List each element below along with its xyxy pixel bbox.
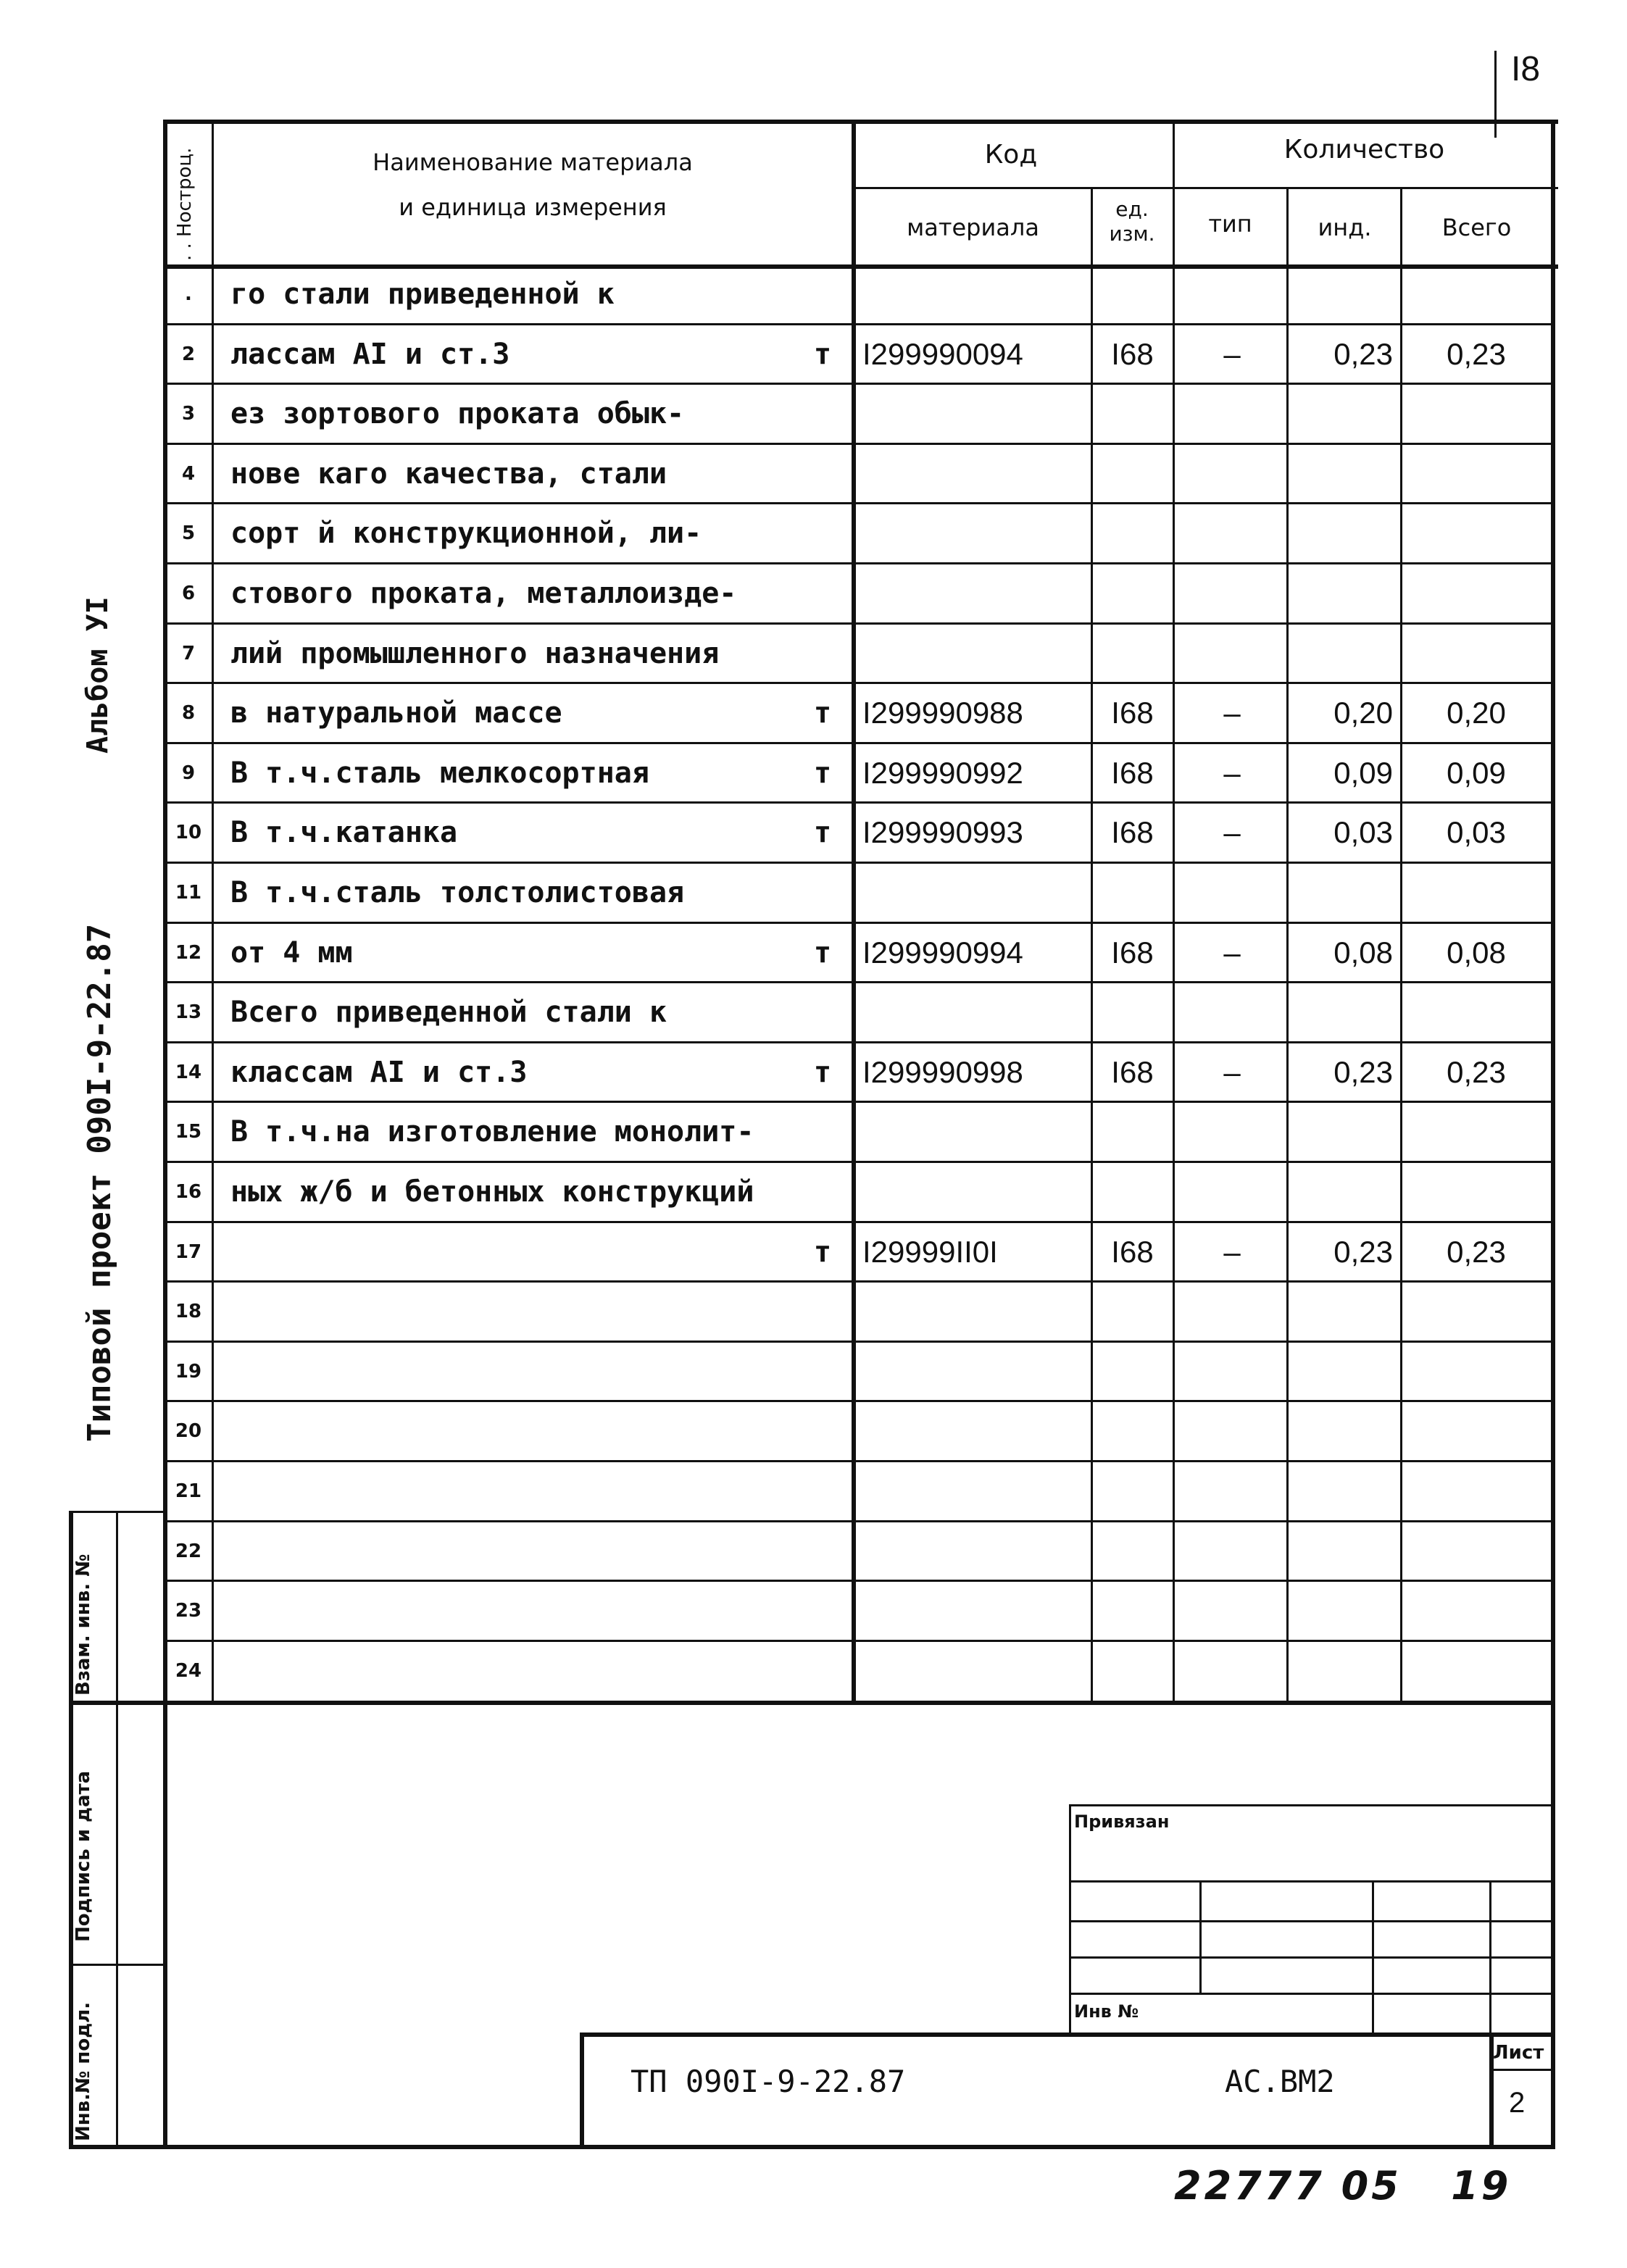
cell-ind (1290, 983, 1399, 1043)
table-row (0, 983, 1627, 1043)
cell-ind (1290, 1581, 1399, 1641)
cell-code (862, 384, 1089, 444)
cell-total (1404, 1162, 1549, 1222)
cell-code (862, 1162, 1089, 1222)
cell-n: 4 (181, 462, 196, 485)
cell-ind (1290, 504, 1399, 564)
cell-n: 17 (175, 1241, 202, 1263)
cell-code (862, 1462, 1089, 1522)
cell-ind (1290, 1522, 1399, 1582)
cell-name: в натуральной массе (230, 696, 562, 730)
cell-code (862, 863, 1089, 923)
cell-ind (1290, 1462, 1399, 1522)
cell-total (1404, 564, 1549, 624)
cell-n: 15 (175, 1121, 202, 1143)
cell-name: Всего приведенной стали к (230, 996, 667, 1030)
cell-ind (1290, 863, 1399, 923)
cell-u (797, 1522, 848, 1582)
cell-total (1404, 863, 1549, 923)
table-row (0, 1043, 1627, 1103)
cell-code: I29999II0I (862, 1234, 998, 1269)
cell-n: 10 (175, 822, 202, 844)
cell-total (1404, 1581, 1549, 1641)
cell-total: 0,23 (1447, 1234, 1506, 1269)
cell-unit (1094, 384, 1170, 444)
cell-u (797, 1282, 848, 1342)
cell-u (797, 1342, 848, 1402)
header-material: материала (907, 214, 1039, 241)
cell-unit (1094, 863, 1170, 923)
cell-u (797, 1102, 848, 1162)
cell-code (862, 983, 1089, 1043)
cell-n: 22 (175, 1540, 202, 1562)
header-rownum: . . Ностроц. (174, 147, 196, 261)
cell-tip: – (1223, 1234, 1241, 1269)
cell-total (1404, 444, 1549, 504)
cell-total: 0,23 (1447, 336, 1506, 371)
cell-unit (1094, 264, 1170, 325)
cell-name (217, 1222, 810, 1283)
cell-code: I299990998 (862, 1054, 1023, 1089)
cell-n: 23 (175, 1600, 202, 1622)
cell-tip (1178, 1102, 1286, 1162)
cell-ind (1290, 624, 1399, 684)
cell-unit (1094, 1641, 1170, 1701)
cell-code (862, 504, 1089, 564)
cell-unit: I68 (1111, 935, 1154, 970)
cell-total (1404, 264, 1549, 325)
cell-u (797, 1401, 848, 1462)
header-ind: инд. (1318, 214, 1372, 241)
cell-u (797, 504, 848, 564)
cell-code (862, 264, 1089, 325)
cell-total (1404, 504, 1549, 564)
cell-name (217, 1581, 810, 1641)
cell-n: 3 (181, 403, 196, 425)
cell-name: лассам АI и ст.3 (230, 337, 510, 371)
cell-tip (1178, 384, 1286, 444)
table-row (0, 743, 1627, 804)
cell-total (1404, 1462, 1549, 1522)
cell-total (1404, 1641, 1549, 1701)
table-row (0, 1462, 1627, 1522)
cell-name (217, 1401, 810, 1462)
cell-total (1404, 1522, 1549, 1582)
table-row (0, 1581, 1627, 1641)
cell-unit (1094, 1401, 1170, 1462)
cell-u (797, 1462, 848, 1522)
cell-u (797, 863, 848, 923)
cell-ind (1290, 564, 1399, 624)
cell-name (217, 1641, 810, 1701)
cell-code (862, 1342, 1089, 1402)
cell-code (862, 444, 1089, 504)
table-row (0, 1342, 1627, 1402)
cell-total: 0,09 (1447, 755, 1506, 790)
cell-u: т (813, 696, 832, 730)
cell-code (862, 1641, 1089, 1701)
cell-code: I299990094 (862, 336, 1023, 371)
header-code: Код (984, 140, 1038, 170)
cell-tip (1178, 983, 1286, 1043)
cell-total (1404, 384, 1549, 444)
cell-unit (1094, 983, 1170, 1043)
cell-tip (1178, 624, 1286, 684)
cell-name (217, 1522, 810, 1582)
cell-code (862, 1282, 1089, 1342)
header-name-line1: Наименование материала (373, 149, 693, 176)
cell-name: стового проката, металлоизде- (230, 577, 737, 610)
inv-no-label: Инв № (1074, 2001, 1139, 2022)
podpis-data-label: Подпись и дата (72, 1770, 94, 1942)
cell-u (797, 1162, 848, 1222)
cell-unit (1094, 564, 1170, 624)
cell-name: сорт й конструкционной, ли- (230, 517, 702, 551)
cell-total (1404, 983, 1549, 1043)
cell-n: 14 (175, 1061, 202, 1083)
cell-unit (1094, 444, 1170, 504)
cell-n: 21 (175, 1480, 202, 1502)
cell-tip (1178, 863, 1286, 923)
table-row (0, 1162, 1627, 1222)
cell-unit: I68 (1111, 815, 1154, 850)
cell-ind (1290, 444, 1399, 504)
cell-name (217, 1282, 810, 1342)
cell-tip (1178, 564, 1286, 624)
cell-name: го стали приведенной к (230, 278, 615, 311)
cell-n: 5 (181, 522, 196, 545)
cell-tip (1178, 1581, 1286, 1641)
cell-tip (1178, 264, 1286, 325)
cell-unit (1094, 1342, 1170, 1402)
cell-name: ных ж/б и бетонных конструкций (230, 1175, 754, 1209)
cell-tip (1178, 1282, 1286, 1342)
cell-unit (1094, 1102, 1170, 1162)
table-row (0, 1401, 1627, 1462)
cell-unit (1094, 1162, 1170, 1222)
cell-tip (1178, 444, 1286, 504)
table-row (0, 264, 1627, 325)
cell-total (1404, 1401, 1549, 1462)
cell-u: т (813, 1055, 832, 1089)
cell-name (217, 1342, 810, 1402)
cell-u (797, 264, 848, 325)
cell-ind (1290, 1641, 1399, 1701)
cell-unit (1094, 1522, 1170, 1582)
cell-name: нове каго качества, стали (230, 456, 667, 491)
table-row (0, 384, 1627, 444)
cell-u: т (813, 337, 832, 371)
cell-unit (1094, 504, 1170, 564)
cell-unit: I68 (1111, 696, 1154, 730)
cell-ind (1290, 264, 1399, 325)
cell-n: 16 (175, 1181, 202, 1203)
table-row (0, 923, 1627, 983)
cell-name: В т.ч.катанка (230, 816, 458, 850)
table-row (0, 683, 1627, 743)
cell-name (217, 1462, 810, 1522)
cell-unit (1094, 1581, 1170, 1641)
cell-ind: 0,23 (1333, 1054, 1393, 1089)
cell-unit (1094, 1462, 1170, 1522)
cell-ind: 0,20 (1333, 696, 1393, 730)
cell-tip (1178, 1162, 1286, 1222)
header-tip: тип (1208, 210, 1252, 238)
cell-name: лий промышленного назначения (230, 636, 720, 670)
cell-u: т (813, 756, 832, 790)
footer-number: 22777 05 19 (1174, 2163, 1512, 2209)
cell-total (1404, 1282, 1549, 1342)
cell-code (862, 1401, 1089, 1462)
table-row (0, 504, 1627, 564)
cell-total (1404, 1102, 1549, 1162)
cell-tip: – (1223, 755, 1241, 790)
table-row (0, 1522, 1627, 1582)
cell-unit: I68 (1111, 336, 1154, 371)
sheet-label: Лист (1493, 2042, 1544, 2064)
table-row (0, 1102, 1627, 1162)
cell-u (797, 564, 848, 624)
cell-tip (1178, 1641, 1286, 1701)
cell-u (797, 444, 848, 504)
cell-u: т (813, 816, 832, 850)
cell-ind: 0,08 (1333, 935, 1393, 970)
table-row (0, 325, 1627, 385)
cell-ind: 0,09 (1333, 755, 1393, 790)
cell-tip (1178, 1401, 1286, 1462)
document-code: АС.ВМ2 (1225, 2064, 1335, 2099)
cell-name: В т.ч.сталь толстолистовая (230, 876, 685, 909)
cell-tip: – (1223, 336, 1241, 371)
cell-n: 24 (175, 1659, 202, 1682)
cell-n: 11 (175, 882, 202, 904)
project-label: Типовой проект 090I-9-22.87 (81, 923, 118, 1442)
cell-n: 9 (181, 762, 196, 784)
cell-name: ез зортового проката обык- (230, 397, 685, 431)
album-label: Альбом УI (81, 596, 115, 754)
table-row (0, 624, 1627, 684)
cell-tip (1178, 504, 1286, 564)
cell-n: 18 (175, 1301, 202, 1323)
table-row (0, 863, 1627, 923)
cell-n: 13 (175, 1001, 202, 1024)
table-row (0, 1222, 1627, 1283)
cell-n: . (185, 283, 192, 305)
cell-ind: 0,23 (1333, 336, 1393, 371)
header-unit: ед. изм. (1109, 197, 1155, 246)
cell-name: В т.ч.сталь мелкосортная (230, 756, 649, 790)
cell-ind (1290, 384, 1399, 444)
project-code: ТП 090I-9-22.87 (631, 2064, 906, 2099)
cell-ind (1290, 1102, 1399, 1162)
vzam-inv-label: Взам. инв. № (72, 1554, 94, 1696)
cell-total (1404, 624, 1549, 684)
header-quantity: Количество (1283, 135, 1445, 164)
cell-u (797, 1641, 848, 1701)
cell-tip (1178, 1342, 1286, 1402)
table-row (0, 444, 1627, 504)
cell-n: 8 (181, 702, 196, 725)
cell-tip (1178, 1462, 1286, 1522)
cell-code (862, 624, 1089, 684)
cell-unit: I68 (1111, 1234, 1154, 1269)
cell-code (862, 1102, 1089, 1162)
cell-ind (1290, 1162, 1399, 1222)
cell-total (1404, 1342, 1549, 1402)
cell-n: 6 (181, 583, 196, 604)
cell-code (862, 564, 1089, 624)
cell-u (797, 983, 848, 1043)
cell-n: 19 (175, 1360, 202, 1383)
cell-u (797, 624, 848, 684)
cell-code: I299990994 (862, 935, 1023, 970)
header-total: Всего (1441, 214, 1512, 241)
cell-code (862, 1522, 1089, 1582)
cell-unit: I68 (1111, 1054, 1154, 1089)
cell-n: 20 (175, 1420, 202, 1443)
cell-code: I299990988 (862, 696, 1023, 730)
cell-name: классам АI и ст.3 (230, 1055, 528, 1089)
cell-total: 0,20 (1447, 696, 1506, 730)
cell-name: от 4 мм (230, 935, 353, 970)
cell-n: 7 (181, 642, 196, 664)
cell-code: I299990992 (862, 755, 1023, 790)
page-number: I8 (1511, 50, 1541, 88)
cell-ind (1290, 1342, 1399, 1402)
table-row (0, 1641, 1627, 1701)
cell-code (862, 1581, 1089, 1641)
table-row (0, 564, 1627, 624)
cell-u: т (813, 935, 832, 970)
cell-total: 0,08 (1447, 935, 1506, 970)
inv-podl-label: Инв.№ подл. (72, 2001, 94, 2141)
cell-tip: – (1223, 935, 1241, 970)
header-name-line2: и единица измерения (399, 193, 667, 222)
cell-tip: – (1223, 815, 1241, 850)
cell-ind (1290, 1401, 1399, 1462)
privyazan-label: Привязан (1074, 1812, 1170, 1832)
cell-u (797, 1581, 848, 1641)
sheet-number: 2 (1509, 2087, 1526, 2119)
cell-total: 0,03 (1447, 815, 1506, 850)
header-name (217, 149, 848, 222)
table-row (0, 1282, 1627, 1342)
cell-unit: I68 (1111, 755, 1154, 790)
cell-ind: 0,03 (1333, 815, 1393, 850)
cell-unit (1094, 624, 1170, 684)
table-row (0, 803, 1627, 863)
cell-tip (1178, 1522, 1286, 1582)
cell-name: В т.ч.на изготовление монолит- (230, 1115, 754, 1149)
cell-tip: – (1223, 1054, 1241, 1089)
cell-u: т (813, 1235, 832, 1269)
cell-n: 2 (181, 343, 196, 365)
cell-ind (1290, 1282, 1399, 1342)
cell-u (797, 384, 848, 444)
cell-ind: 0,23 (1333, 1234, 1393, 1269)
cell-unit (1094, 1282, 1170, 1342)
cell-tip: – (1223, 696, 1241, 730)
cell-code: I299990993 (862, 815, 1023, 850)
cell-total: 0,23 (1447, 1054, 1506, 1089)
cell-n: 12 (175, 941, 202, 964)
